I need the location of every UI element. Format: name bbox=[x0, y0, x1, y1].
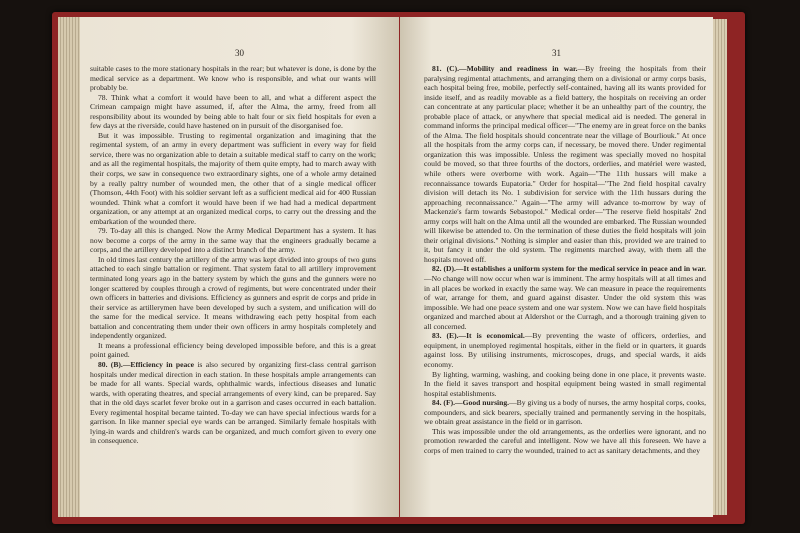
paragraph: By lighting, warming, washing, and cooking being done in one place, it prevents waste. In the field it saves transport and hospital equipment being wasted in small regimental hospital establishments. bbox=[424, 369, 706, 398]
left-page bbox=[80, 17, 399, 517]
paragraph: 81. (C).—Mobility and readiness in war.—By freeing the hospitals from their paralysing regimental attachments, and arranging them on a divisional or army corps basis, each hospital being free, mobile, perfectly self-contained, having all its wants provided for inside itself, and as readily movable as a field battery, the hospitals on receiving an order can concentrate at any particular place; whether it be an unhealthy part of the country, the probable place of attack, or anywhere that special medical aid is needed. The general in command informs the principal medical officer—"The enemy are in great force on the banks of the Alma. The field hospitals should concentrate near the village of Bourliouk." At once all the hospitals from the army corps can, if necessary, be moved there. Under regimental organization this was impossible. Unless the regiment was specially moved no hospital could be moved, so that three fourths of the doctors, orderlies, and matériel were wasted, while others were overborne with work. Again—"The 11th hussars will make a reconnaissance towards Eupatoria." Order for hospital—"The 2nd field hospital cavalry division will detach its No. 1 subdivision for service with the 11th hussars during the approaching reconnaissance." Again—"The army will advance to-morrow by way of Mackenzie's farm towards Sebastopol." Medical order—"The reserve field hospitals' 2nd army corps will halt on the Alma until all the wounded are embarked. The Russian wounded will likewise be attended to. On the termination of these duties the field hospitals will join their original divisions." Nothing is simpler and easier than this, provided we are trained to it, but fancy it under the old system. The regiments marched away, with them all the hospitals moved off. bbox=[424, 64, 706, 264]
paragraph: In old times last century the artillery of the army was kept divided into groups of two guns attached to each single battalion or regiment. That system fatal to all artillery improvement terminated long years ago in the battery system by which the guns and the gunners were no longer scattered by couples through a crowd of regiments, but were concentrated under their own officers in batteries and divisions. Efficiency as gunners and esprit de corps and pride in their service as artillerymen have been developed by such a system, and unification will do the same for the medical service. It means withdrawing each petty hospital from each battalion and concentrating them under their own officers in army hospitals completely and independently organized. bbox=[90, 254, 376, 341]
section-heading: 80. (B).—Efficiency in peace bbox=[98, 359, 194, 369]
page-edges-left bbox=[58, 17, 80, 517]
paragraph: This was impossible under the old arrangements, as the orderlies were ignorant, and no promotion rewarded the careful and intelligent. Now we have all this foreseen. We have a corps of men trained to carry the wounded, trained to act as sanitary detachments, and they bbox=[424, 426, 706, 455]
page-edges-right bbox=[713, 19, 727, 515]
paragraph: But it was impossible. Trusting to regimental organization and imagining that the regimental system, of an army in every department was sufficient in every way for field service, there was no organization able to detain a suitable medical staff to carry on the work; and as all the regimental hospitals, the majority of them quite empty, had to march away with their corps, we saw in consequence two extraordinary sights, one of a whole army detained by a really paltry number of wounded men, the other that of a single medical officer (Thomson, 44th Foot) with his soldier servant left as a sufficient medical aid for 400 Russian wounded. Think what a comfort it would have been if we had had a medical department organization, or any attempt at an organized medical corps, to carry out the dressing and the embarkation of the wounded there. bbox=[90, 130, 376, 226]
section-heading: 83. (E).—It is economical. bbox=[432, 331, 525, 341]
section-heading: 81. (C).—Mobility and readiness in war. bbox=[432, 64, 578, 73]
paragraph: It means a professional efficiency being developed impossible before, and this is a great point gained. bbox=[90, 340, 376, 360]
paragraph: 83. (E).—It is economical.—By preventing the waste of officers, orderlies, and equipment, in unemployed regimental hospitals, either in the field or in quarters, it guards against loss. By utilising instruments, microscopes, drugs, and special wards, it aids economy. bbox=[424, 331, 706, 369]
left-page-text bbox=[90, 64, 376, 446]
paragraph: 78. Think what a comfort it would have been to all, and what a different aspect the Crimean campaign might have assumed, if, after the Alma, the army, freed from all responsibility about its wounded by being able to halt four or six field hospitals for even a few days at the riverside, could have hastened on in pursuit of the disorganised foe. bbox=[90, 92, 376, 131]
section-heading: 84. (F).—Good nursing. bbox=[432, 398, 510, 408]
paragraph: 84. (F).—Good nursing.—By giving us a body of nurses, the army hospital corps, cooks, compounders, and sick bearers, specially trained and permanently serving in the hospitals, we obtain great assistance in the field or in garrison. bbox=[424, 398, 706, 427]
paragraph: 80. (B).—Efficiency in peace is also secured by organizing first-class central garrison hospitals under medical direction in each station. In these hospitals ample arrangements can be made for all wants. Special wards, ophthalmic wards, infectious diseases and lunatic wards, with operating theatres, and special arrangements of every kind, can be prepared. Say that in the old days scarlet fever broke out in a garrison and cases occurred in each battalion. Every regimental hospital became tainted. To-day we can have special infectious wards for a garrison. In like manner special eye wards can be arranged. Similarly female hospitals with lying-in wards and children's wards can be organized, and much comfort given to every one in consequence. bbox=[90, 359, 376, 446]
right-page bbox=[400, 17, 713, 517]
paragraph: suitable cases to the more stationary hospitals in the rear; but whatever is done, is done by the medical service as a department. We know who is responsible, and what our wants will probably be. bbox=[90, 64, 376, 93]
page-number: 30 bbox=[235, 48, 244, 58]
paragraph: 79. To-day all this is changed. Now the Army Medical Department has a system. It has now become a corps of the army in the same way that the engineers gradually became a corps, and the artillery developed into a distinct branch of the army. bbox=[90, 226, 376, 255]
right-page-text bbox=[424, 64, 706, 455]
paragraph: 82. (D).—It establishes a uniform system for the medical service in peace and in war.—No change will now occur when war is imminent. The army hospitals will at all times and in all places be worked in exactly the same way. We can measure in peace the requirements of war, arrange for them, and guard against disaster. Under the old system this was impossible. We had one peace system and one war system. Now we can have field hospitals organized and marched about at Aldershot or the Curragh, and a thorough training given to all concerned. bbox=[424, 264, 706, 331]
page-number: 31 bbox=[552, 48, 561, 58]
section-heading: 82. (D).—It establishes a uniform system for the medical service in peace and in war. bbox=[432, 264, 706, 274]
